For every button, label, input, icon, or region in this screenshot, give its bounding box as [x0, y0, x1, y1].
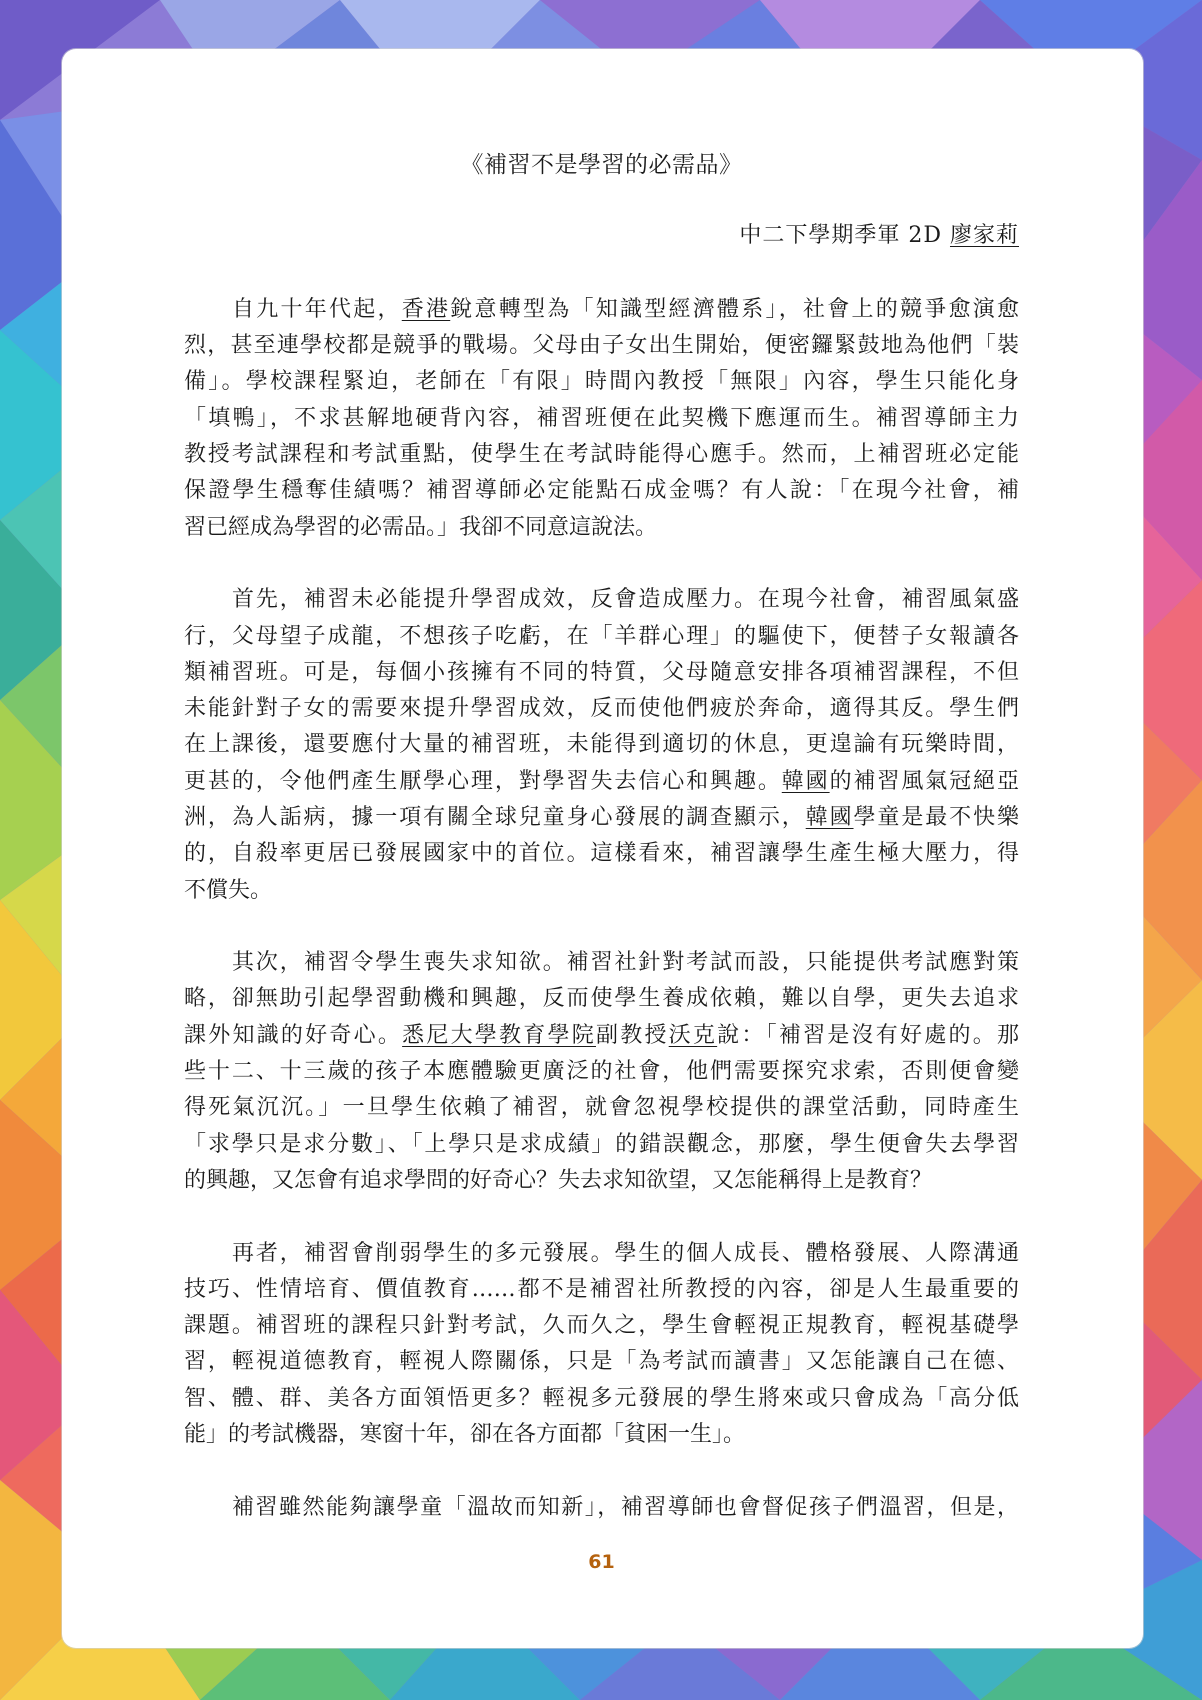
- text-segment: 烈，甚至連學校都是競爭的戰場。父母由子女出生開始，便密鑼緊鼓地為他們「裝: [184, 333, 1019, 359]
- text-segment: 未能針對子女的需要來提升學習成效，反而使他們疲於奔命，適得其反。學生們: [184, 696, 1019, 722]
- essay-body: [184, 292, 1019, 1562]
- text-segment: 略，卻無助引起學習動機和興趣，反而使學生養成依賴，難以自學，更失去追求: [184, 986, 1019, 1012]
- text-segment: 副教授: [595, 1022, 669, 1048]
- text-segment: 課題。補習班的課程只針對考試，久而久之，學生會輕視正規教育，輕視基礎學: [184, 1313, 1019, 1339]
- underlined-proper-noun: 香港: [401, 296, 451, 322]
- text-segment: 「求學只是求分數」、「上學只是求成績」的錯誤觀念，那麼，學生便會失去學習: [184, 1131, 1019, 1157]
- award-and-class: 中二下學期季軍 2D: [739, 223, 950, 248]
- author-name: 廖家莉: [949, 223, 1019, 248]
- text-segment: 在上課後，還要應付大量的補習班，未能得到適切的休息，更遑論有玩樂時間，: [184, 732, 1019, 758]
- text-line: [184, 1490, 1019, 1526]
- text-segment: 能」的考試機器，寒窗十年，卻在各方面都「貧困一生」。: [184, 1422, 746, 1448]
- text-line: [184, 945, 1019, 981]
- text-segment: 技巧、性情培育、價值教育……都不是補習社所教授的內容，卻是人生最重要的: [184, 1276, 1019, 1302]
- paragraph: [184, 1490, 1019, 1526]
- text-line: [184, 1054, 1019, 1090]
- text-segment: 說：「補習是沒有好處的。那: [717, 1022, 1019, 1048]
- text-line: [184, 582, 1019, 618]
- text-segment: 「填鴨」，不求甚解地硬背內容，補習班便在此契機下應運而生。補習導師主力: [184, 405, 1019, 431]
- text-line: [184, 364, 1019, 400]
- text-segment: 些十二、十三歲的孩子本應體驗更廣泛的社會，他們需要探究求索，否則便會變: [184, 1059, 1019, 1085]
- text-segment: 其次，補習令學生喪失求知欲。補習社針對考試而設，只能提供考試應對策: [232, 950, 1019, 976]
- essay-title: 《補習不是學習的必需品》: [460, 152, 743, 178]
- text-segment: 的補習風氣冠絕亞: [829, 768, 1019, 794]
- text-segment: 銳意轉型為「知識型經濟體系」，社會上的競爭愈演愈: [450, 296, 1019, 322]
- underlined-proper-noun: 韓國: [805, 805, 854, 830]
- paragraph: [184, 292, 1019, 546]
- text-line: [184, 1272, 1019, 1308]
- text-line: [184, 800, 1019, 836]
- text-line: [184, 1090, 1019, 1126]
- text-segment: 補習雖然能夠讓學童「溫故而知新」，補習導師也會督促孩子們溫習，但是，: [232, 1494, 1019, 1520]
- text-segment: 備」。學校課程緊迫，老師在「有限」時間內教授「無限」內容，學生只能化身: [184, 369, 1019, 395]
- text-line: [184, 1308, 1019, 1344]
- text-line: [184, 1163, 1019, 1199]
- text-line: [184, 655, 1019, 691]
- text-line: [184, 473, 1019, 509]
- text-segment: 不償失。: [184, 877, 273, 903]
- text-line: [184, 764, 1019, 800]
- text-line: [184, 1381, 1019, 1417]
- underlined-proper-noun: 沃克: [668, 1022, 718, 1048]
- text-line: [184, 510, 1019, 546]
- text-segment: 教授考試課程和考試重點，使學生在考試時能得心應手。然而，上補習班必定能: [184, 442, 1019, 468]
- text-line: [184, 836, 1019, 872]
- text-line: [184, 1018, 1019, 1054]
- text-segment: 的興趣，又怎會有追求學問的好奇心？失去求知欲望，又怎能稱得上是教育？: [184, 1167, 933, 1193]
- page-number: 61: [588, 1551, 615, 1573]
- underlined-proper-noun: 韓國: [781, 768, 830, 794]
- text-line: [184, 981, 1019, 1017]
- paragraph: [184, 945, 1019, 1199]
- underlined-proper-noun: 悉尼大學教育學院: [402, 1022, 596, 1048]
- text-line: [184, 873, 1019, 909]
- text-line: [184, 1236, 1019, 1272]
- text-segment: 學童是最不快樂: [853, 805, 1019, 830]
- text-segment: 更甚的，令他們產生厭學心理，對學習失去信心和興趣。: [184, 768, 782, 794]
- text-segment: 習，輕視道德教育，輕視人際關係，只是「為考試而讀書」又怎能讓自己在德、: [184, 1349, 1019, 1375]
- text-line: [184, 292, 1019, 328]
- text-segment: 得死氣沉沉。」一旦學生依賴了補習，就會忽視學校提供的課堂活動，同時產生: [184, 1095, 1019, 1121]
- text-segment: 行，父母望子成龍，不想孩子吃虧，在「羊群心理」的驅使下，便替子女報讀各: [184, 623, 1019, 649]
- text-line: [184, 1344, 1019, 1380]
- text-line: [184, 401, 1019, 437]
- paragraph: [184, 582, 1019, 909]
- text-segment: 的，自殺率更居已發展國家中的首位。這樣看來，補習讓學生產生極大壓力，得: [184, 841, 1019, 867]
- text-line: [184, 328, 1019, 364]
- text-line: [184, 619, 1019, 655]
- text-line: [184, 727, 1019, 763]
- text-segment: 保證學生穩奪佳績嗎？補習導師必定能點石成金嗎？有人說：「在現今社會，補: [184, 478, 1019, 504]
- text-segment: 自九十年代起，: [232, 296, 402, 322]
- text-line: [184, 691, 1019, 727]
- text-segment: 課外知識的好奇心。: [184, 1022, 403, 1048]
- byline: [184, 218, 1019, 254]
- text-line: [184, 437, 1019, 473]
- text-segment: 習已經成為學習的必需品。」我卻不同意這說法。: [184, 514, 658, 540]
- paragraph: [184, 1236, 1019, 1454]
- text-segment: 類補習班。可是，每個小孩擁有不同的特質，父母隨意安排各項補習課程，不但: [184, 659, 1019, 685]
- text-line: [184, 1127, 1019, 1163]
- text-segment: 再者，補習會削弱學生的多元發展。學生的個人成長、體格發展、人際溝通: [232, 1240, 1019, 1266]
- text-segment: 洲，為人詬病，據一項有關全球兒童身心發展的調查顯示，: [184, 805, 806, 830]
- text-segment: 首先，補習未必能提升學習成效，反會造成壓力。在現今社會，補習風氣盛: [232, 587, 1019, 613]
- text-line: [184, 1417, 1019, 1453]
- text-segment: 智、體、群、美各方面領悟更多？輕視多元發展的學生將來或只會成為「高分低: [184, 1385, 1019, 1411]
